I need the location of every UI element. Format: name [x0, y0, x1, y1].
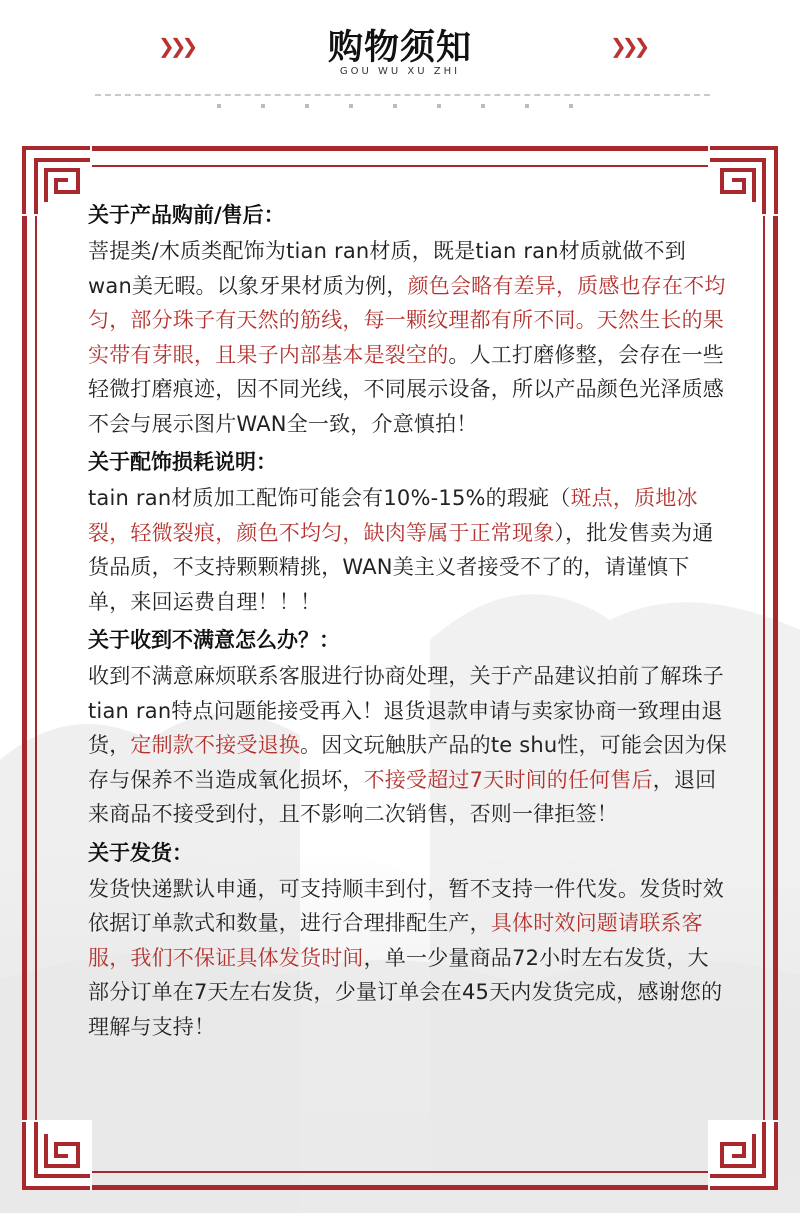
page-header	[0, 0, 800, 120]
text-run: 发货快递默认申通，可支持顺丰到付，暂不支持一件代发。发货时效依据订单款式和数量，进行合理排配生产，	[88, 876, 724, 935]
section-heading: 关于收到不满意怎么办？：	[88, 628, 340, 652]
text-run: 菩提类/木质类配饰为tian ran材质，既是tian ran材质就做不到wan美无暇。以象牙果材质为例，	[88, 239, 686, 298]
section-wear-description	[88, 443, 728, 619]
section-unsatisfied	[88, 621, 728, 832]
highlight-text: 不接受超过7天时间的任何售后	[363, 767, 653, 792]
section-paragraph	[88, 872, 728, 1045]
dot-divider	[200, 104, 600, 108]
section-presale-aftersale	[88, 196, 728, 441]
notice-content	[88, 196, 728, 1046]
text-run: 。因文玩触肤产品的te shu性，可能会因为保存与保养不当造成氧化损坏，	[88, 733, 728, 792]
fret-corner-bottom-left-icon	[22, 1120, 92, 1190]
highlight-text: 具体时效问题请联系客服，我们不保证具体发货时间	[88, 911, 703, 970]
section-paragraph	[88, 481, 728, 619]
fret-corner-bottom-right-icon	[708, 1120, 778, 1190]
text-run: tain ran材质加工配饰可能会有10%-15%的瑕疵（	[88, 486, 571, 510]
text-run: ，退回来商品不接受到付，且不影响二次销售，否则一律拒签！	[88, 767, 717, 826]
section-paragraph	[88, 234, 728, 441]
highlight-text: 颜色会略有差异，质感也存在不均匀，部分珠子有天然的筋线，每一颗纹理都有所不同。天然生长的果实带有芽眼，且果子内部基本是裂空的	[88, 273, 726, 367]
section-heading: 关于配饰损耗说明：	[88, 450, 277, 474]
page-title: 购物须知	[327, 28, 472, 68]
section-shipping	[88, 834, 728, 1045]
text-run: 收到不满意麻烦联系客服进行协商处理，关于产品建议拍前了解珠子tian ran特点问题能接受再入！退货退款申请与卖家协商一致理由退货，	[88, 664, 724, 757]
text-run: ，单一少量商品72小时左右发货，大部分订单在7天左右发货，少量订单会在45天内发货完成，感谢您的理解与支持！	[88, 945, 723, 1039]
dashed-divider	[95, 94, 710, 96]
fret-corner-top-left-icon	[22, 146, 92, 216]
highlight-text: 斑点，质地冰裂，轻微裂痕，颜色不均匀，缺肉等属于正常现象	[88, 486, 698, 545]
left-arrows-icon: ❯❯❯	[158, 34, 194, 58]
section-heading: 关于发货：	[88, 840, 193, 865]
text-run: ），批发售卖为通货品质，不支持颗颗精挑，WAN美主义者接受不了的，请谨慎下单，来回运费自理！！！	[88, 520, 714, 614]
text-run: 。人工打磨修整，会存在一些轻微打磨痕迹，因不同光线，不同展示设备，所以产品颜色光泽质感不会与展示图片WAN全一致，介意慎拍！	[88, 342, 725, 436]
highlight-text: 定制款不接受退换	[130, 733, 301, 757]
section-heading: 关于产品购前/售后：	[88, 203, 285, 227]
section-paragraph	[88, 659, 728, 832]
page-subtitle: GOU WU XU ZHI	[339, 66, 461, 77]
right-arrows-icon: ❯❯❯	[610, 34, 646, 58]
